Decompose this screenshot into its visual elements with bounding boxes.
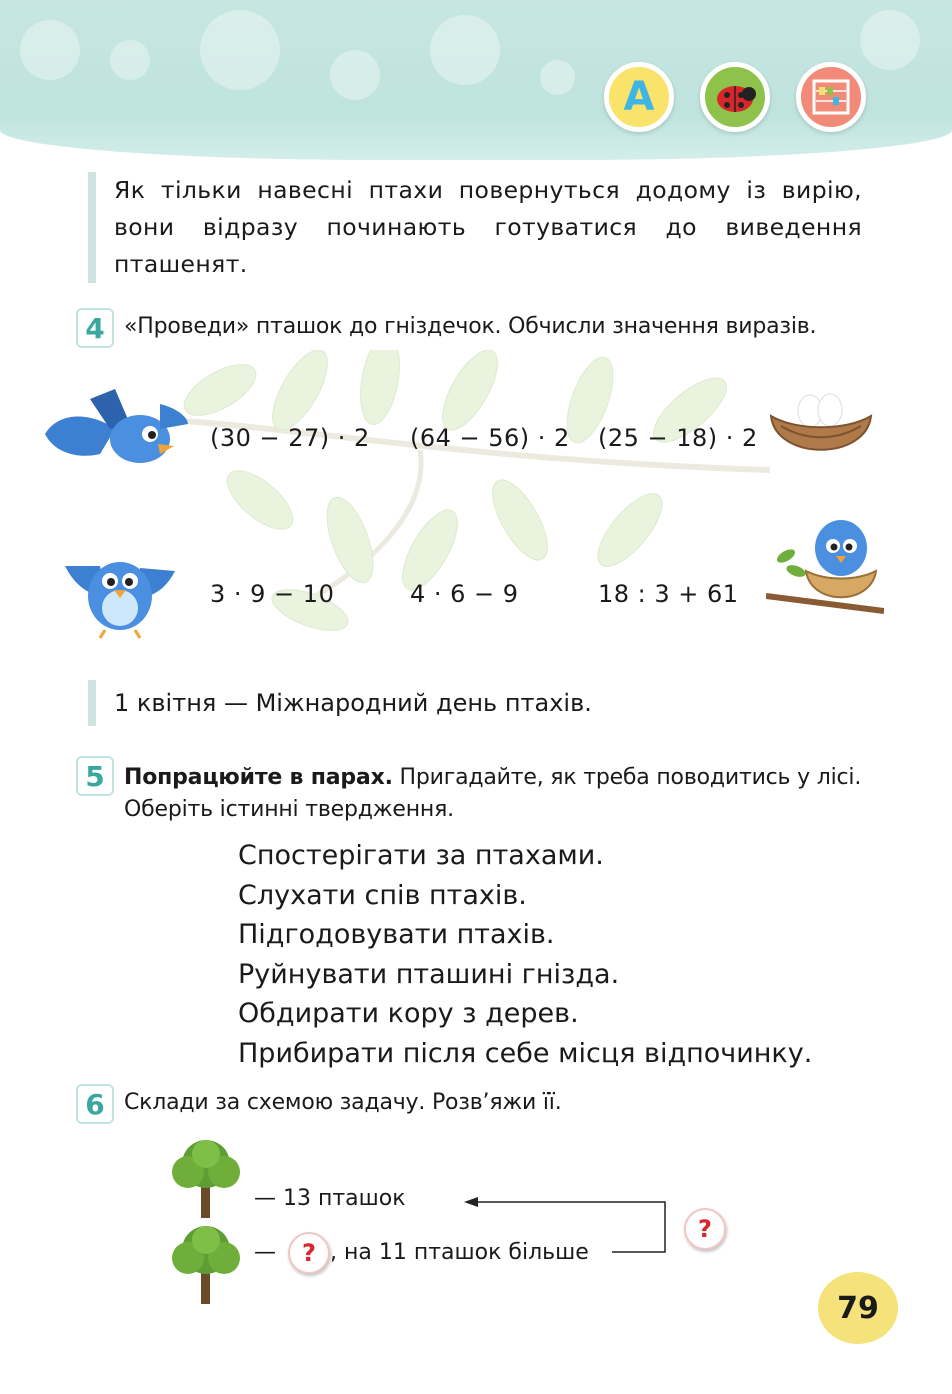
scheme-line-1: — 13 пташок [254,1186,406,1211]
unknown-question-circle: ? [288,1232,330,1274]
task-5-bold: Попрацюйте в парах. [124,765,393,790]
statement-item[interactable]: Спостерігати за птахами. [238,840,604,871]
task-4-instruction: «Проведи» пташок до гніздечок. Обчисли значення виразів. [124,314,817,339]
page-number: 79 [818,1272,898,1344]
expression-top-2: (64 − 56) · 2 [410,424,570,452]
task-5-instruction [124,762,864,826]
tree-icon [168,1222,244,1304]
task-6-instruction: Склади за схемою задачу. Розв’яжи її. [124,1090,562,1115]
task-5-text: Пригадайте, як треба поводитись у лісі. Оберіть істинні твердження. [124,765,862,822]
letter-a-icon: A [623,74,655,120]
statement-list [238,836,812,1074]
bird-in-nest [766,516,884,616]
expression-bottom-3: 18 : 3 + 61 [598,580,739,608]
task-4-number: 4 [76,308,114,348]
expression-top-3: (25 − 18) · 2 [598,424,758,452]
task-5-number: 5 [76,756,114,796]
scheme-line-2: , на 11 пташок більше [330,1240,589,1265]
intro-paragraph: Як тільки навесні птахи повернуться додому із вирію, вони відразу починають готуватися до виведення пташенят. [88,172,862,283]
expression-bottom-2: 4 · 6 − 9 [410,580,519,608]
statement-item[interactable]: Підгодовувати птахів. [238,919,555,951]
letter-a-badge [604,62,674,132]
statement-item[interactable]: Прибирати після себе місця відпочинку. [238,1037,813,1069]
birds-day-fact: 1 квітня — Міжнародний день птахів. [88,680,592,726]
statement-item[interactable]: Обдирати кору з дерев. [238,998,579,1030]
tree-icon [168,1136,244,1218]
statement-item[interactable]: Руйнувати пташині гнізда. [238,958,620,990]
nest-with-eggs [766,386,876,466]
flying-blue-bird [40,384,190,474]
task-6-number: 6 [76,1084,114,1124]
abacus-icon [811,79,851,115]
ladybug-icon [713,80,757,114]
ladybug-badge [700,62,770,132]
waving-blue-bird [60,526,180,640]
expression-bottom-1: 3 · 9 − 10 [210,580,335,608]
expression-top-1: (30 − 27) · 2 [210,424,370,452]
comparison-bracket-arrow [460,1194,670,1258]
total-question-circle: ? [684,1208,726,1250]
scheme-line-2-dash: — [254,1240,276,1265]
abacus-badge [796,62,866,132]
statement-item[interactable]: Слухати спів птахів. [238,879,527,911]
